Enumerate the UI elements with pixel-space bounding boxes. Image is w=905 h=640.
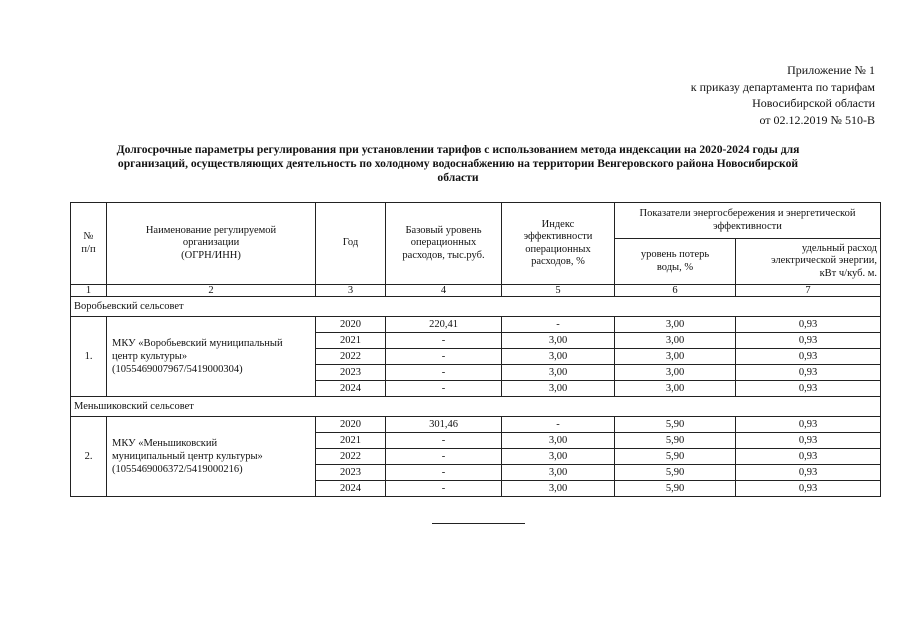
year-cell: 2021 (316, 333, 386, 349)
specific-consumption-cell: 0,93 (736, 433, 881, 449)
header-org-line-2: организации (182, 237, 240, 249)
column-number-row (71, 285, 881, 297)
header-org-line-3: (ОГРН/ИНН) (181, 249, 241, 261)
specific-consumption-cell: 0,93 (736, 317, 881, 333)
index-cell: 3,00 (502, 365, 615, 381)
header-index-line-2: эффективности (523, 231, 593, 242)
specific-consumption-cell: 0,93 (736, 333, 881, 349)
header-loss-line-2: воды, % (656, 261, 694, 273)
appendix-line-3: Новосибирской области (752, 96, 875, 110)
column-number: 5 (502, 285, 615, 297)
column-number: 3 (316, 285, 386, 297)
index-cell: - (502, 417, 615, 433)
water-loss-cell: 3,00 (615, 381, 736, 397)
appendix-line-2: к приказу департамента по тарифам (690, 79, 875, 94)
org-line-2: центр культуры» (112, 351, 188, 362)
specific-consumption-cell: 0,93 (736, 481, 881, 497)
header-org-line-1: Наименование регулируемой (145, 224, 277, 236)
header-base-line-2: операционных (410, 237, 477, 249)
header-spec-line-1: удельный расход (801, 242, 878, 254)
specific-consumption-cell: 0,93 (736, 381, 881, 397)
header-specific-consumption (736, 239, 881, 285)
org-line-1: МКУ «Воробьевский муниципальный (112, 338, 283, 349)
parameters-table (70, 202, 881, 497)
header-organization (107, 203, 316, 285)
header-index-line-4: расходов, % (531, 256, 585, 267)
org-line-2: муниципальный центр культуры» (112, 451, 263, 462)
specific-consumption-cell: 0,93 (736, 465, 881, 481)
specific-consumption-cell: 0,93 (736, 449, 881, 465)
document-title (84, 143, 832, 185)
org-line-1: МКУ «Меньшиковский (112, 438, 218, 449)
water-loss-cell: 5,90 (615, 417, 736, 433)
index-cell: 3,00 (502, 465, 615, 481)
index-cell: 3,00 (502, 481, 615, 497)
water-loss-cell: 3,00 (615, 317, 736, 333)
header-energy-line-2: эффективности (713, 220, 782, 232)
year-cell: 2020 (316, 417, 386, 433)
header-energy-indicators (615, 203, 881, 239)
org-line-3: (1055469007967/5419000304) (112, 364, 243, 375)
base-level-cell: - (386, 433, 502, 449)
table-row (71, 417, 881, 433)
year-cell: 2022 (316, 449, 386, 465)
header-energy-line-1: Показатели энергосбережения и энергетической (639, 208, 856, 219)
index-cell: 3,00 (502, 449, 615, 465)
index-cell: 3,00 (502, 333, 615, 349)
header-year: Год (316, 203, 386, 285)
water-loss-cell: 5,90 (615, 481, 736, 497)
index-cell: 3,00 (502, 433, 615, 449)
column-number: 7 (736, 285, 881, 297)
section-row (71, 397, 881, 417)
row-number: 1. (71, 317, 107, 397)
base-level-cell: - (386, 333, 502, 349)
column-number: 6 (615, 285, 736, 297)
water-loss-cell: 5,90 (615, 449, 736, 465)
header-efficiency-index (502, 203, 615, 285)
specific-consumption-cell: 0,93 (736, 417, 881, 433)
year-cell: 2020 (316, 317, 386, 333)
column-number: 1 (71, 285, 107, 297)
water-loss-cell: 3,00 (615, 365, 736, 381)
section-name: Меньшиковский сельсовет (71, 397, 881, 417)
header-base-level (386, 203, 502, 285)
index-cell: 3,00 (502, 381, 615, 397)
header-spec-line-2: электрической энергии, (771, 255, 878, 267)
specific-consumption-cell: 0,93 (736, 349, 881, 365)
header-spec-line-3: кВт ч/куб. м. (819, 267, 878, 279)
column-number: 2 (107, 285, 316, 297)
base-level-cell: - (386, 465, 502, 481)
org-line-3: (1055469006372/5419000216) (112, 464, 243, 475)
header-num (71, 203, 107, 285)
base-level-cell: - (386, 381, 502, 397)
organization-name (107, 317, 316, 397)
year-cell: 2023 (316, 465, 386, 481)
header-base-line-1: Базовый уровень (405, 224, 482, 236)
water-loss-cell: 3,00 (615, 349, 736, 365)
index-cell: 3,00 (502, 349, 615, 365)
header-num-line-2: п/п (81, 243, 96, 255)
year-cell: 2024 (316, 381, 386, 397)
base-level-cell: - (386, 365, 502, 381)
header-num-line-1: № (83, 231, 94, 242)
appendix-line-1: Приложение № 1 (787, 63, 875, 77)
header-index-line-3: операционных (525, 243, 591, 255)
row-number: 2. (71, 417, 107, 497)
base-level-cell: - (386, 349, 502, 365)
water-loss-cell: 5,90 (615, 433, 736, 449)
appendix-block (691, 62, 875, 128)
appendix-line-4: от 02.12.2019 № 510-В (759, 112, 875, 127)
year-cell: 2023 (316, 365, 386, 381)
organization-name (107, 417, 316, 497)
specific-consumption-cell: 0,93 (736, 365, 881, 381)
header-base-line-3: расходов, тыс.руб. (402, 249, 485, 261)
water-loss-cell: 5,90 (615, 465, 736, 481)
year-cell: 2022 (316, 349, 386, 365)
header-loss-line-1: уровень потерь (640, 249, 710, 260)
column-number: 4 (386, 285, 502, 297)
water-loss-cell: 3,00 (615, 333, 736, 349)
base-level-cell: - (386, 449, 502, 465)
section-name: Воробьевский сельсовет (71, 297, 881, 317)
title-line-3: области (437, 171, 479, 184)
base-level-cell: - (386, 481, 502, 497)
table-row (71, 317, 881, 333)
index-cell: - (502, 317, 615, 333)
base-level-cell: 301,46 (386, 417, 502, 433)
base-level-cell: 220,41 (386, 317, 502, 333)
section-row (71, 297, 881, 317)
closing-divider (432, 523, 525, 524)
year-cell: 2024 (316, 481, 386, 497)
title-line-2: организаций, осуществляющих деятельность по холодному водоснабжению на территории Венгеровского района Новосибирской (117, 157, 799, 170)
title-line-1: Долгосрочные параметры регулирования при установлении тарифов с использованием метода индексации на 2020-2024 годы для (116, 143, 800, 156)
year-cell: 2021 (316, 433, 386, 449)
header-index-line-1: Индекс (541, 218, 575, 230)
header-water-loss (615, 239, 736, 285)
